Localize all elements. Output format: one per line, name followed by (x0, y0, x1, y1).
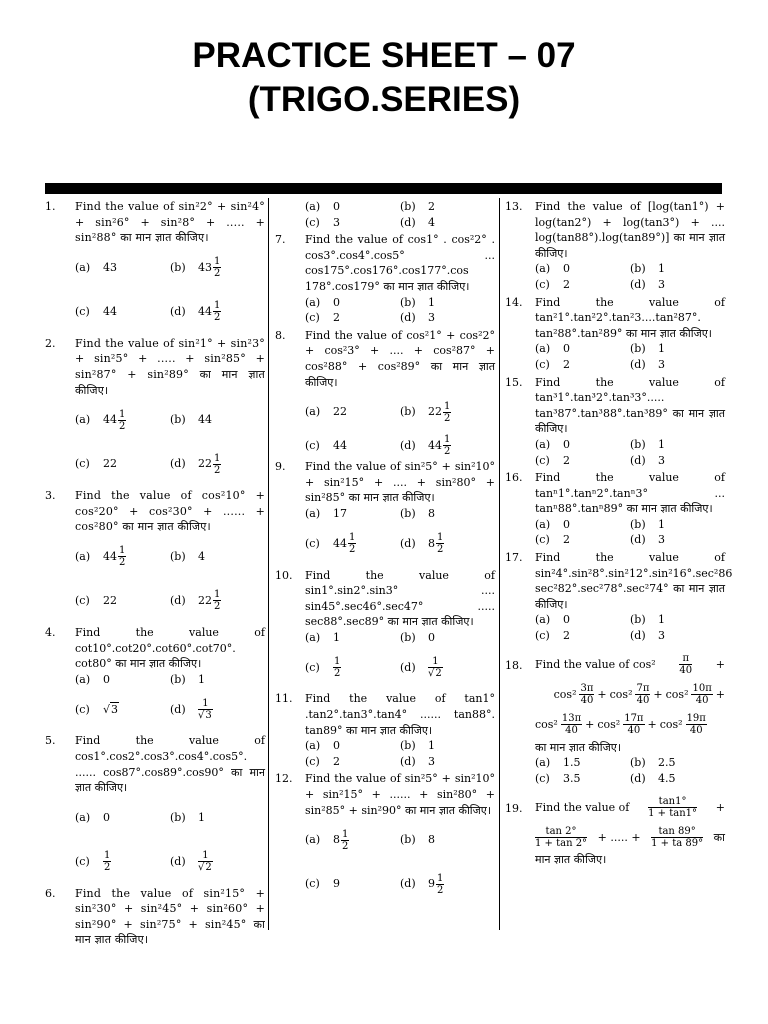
options (75, 535, 265, 623)
question-text: Find the value of tan³1°.tan³2°.tan³3°..... tan³87°.tan³88°.tan³89° का मान ज्ञात कीजिए। (535, 375, 725, 436)
options (535, 755, 725, 786)
question-text-tail: मान ज्ञात कीजिए। (535, 853, 607, 867)
option-c: (c) 2 (535, 277, 570, 291)
options (75, 672, 265, 732)
options (535, 517, 725, 548)
option-c: (c) 3.5 (535, 771, 581, 785)
option-c: (c) 44 (305, 438, 347, 452)
options (305, 506, 495, 566)
question-2 (45, 336, 265, 486)
question-text: Find the value of cos1° . cos²2° . cos3°.cos4°.cos5° ... cos175°.cos176°.cos177°.cos 178°.cos179° का मान ज्ञात कीजिए। (305, 233, 495, 293)
question-text: Find the value of cot10°.cot20°.cot60°.cot70°. cot80° का मान ज्ञात कीजिए। (75, 625, 265, 671)
question-number: 7. (275, 233, 286, 247)
options (305, 390, 495, 457)
option-c: (c) 2 (535, 629, 570, 643)
question-number: 3. (45, 489, 56, 503)
option-d: (d) 3 (630, 453, 665, 467)
column-divider-1 (268, 198, 269, 930)
option-d: (d) 3 (400, 754, 435, 768)
option-b: (b) 4 (170, 550, 205, 564)
question-text: Find the value of tan1° .tan2°.tan3°.tan4° ...... tan88°. tan89° का मान ज्ञात कीजिए। (305, 692, 495, 737)
option-d: (d) 4.5 (630, 771, 676, 785)
option-b: (b) 2.5 (630, 756, 676, 770)
options (75, 796, 265, 884)
question-number: 9. (275, 460, 286, 474)
options (75, 246, 265, 334)
question-text-line2: $\frac{\tan 2^\circ}{1 + \tan 2^\circ}$ + ..... + $\frac{\tan 89^\circ}{1 + ta 89^\circ}$ का (535, 825, 725, 849)
question-18 (505, 650, 725, 787)
question-number: 13. (505, 200, 523, 213)
question-text-line2: cos² $\frac{3\pi}{40}$ + cos² $\frac{7\pi}{40}$ + cos² $\frac{10\pi}{40}$ + (553, 683, 725, 707)
option-b: (b) 1 (170, 810, 205, 824)
option-c: (c) 3 (305, 215, 340, 229)
question-14 (505, 295, 725, 373)
question-11 (275, 691, 495, 769)
option-b: (b) 43 $\frac{1}{2}$ (170, 256, 221, 280)
question-text: Find the value of sin²2° + sin²4° + sin²6° + sin²8° + ..... + sin²88° का मान ज्ञात कीजिए। (75, 200, 265, 245)
question-number: 15. (505, 375, 523, 389)
column-divider-2 (499, 198, 500, 930)
option-b: (b) 1 (400, 295, 435, 309)
option-b: (b) 22 $\frac{1}{2}$ (400, 400, 451, 424)
question-17 (505, 550, 733, 644)
question-number: 8. (275, 328, 286, 342)
option-d: (d) 4 (400, 215, 435, 229)
option-d: (d) 44 $\frac{1}{2}$ (170, 300, 221, 324)
page-title-line2: (TRIGO.SERIES) (247, 80, 521, 119)
option-b: (b) 44 (170, 413, 212, 427)
question-8 (275, 328, 495, 457)
option-d: (d) 22 $\frac{1}{2}$ (170, 452, 221, 476)
option-b: (b) 1 (630, 613, 665, 627)
option-a: (a) 0 (75, 810, 110, 824)
question-13 (505, 199, 725, 293)
option-a: (a) 0 (535, 613, 570, 627)
option-a: (a) 0 (305, 739, 340, 753)
question-text: Find the value of cos1°.cos2°.cos3°.cos4°.cos5°. ...... cos87°.cos89°.cos90° का मान ज्ञात कीजिए। (75, 734, 265, 795)
option-b: (b) 8 (400, 833, 435, 847)
option-c: (c) $\frac{1}{2}$ (75, 850, 111, 874)
option-b: (b) 1 (170, 672, 205, 686)
options (535, 612, 725, 643)
option-b: (b) 8 (400, 506, 435, 520)
option-c: (c) 44 (75, 304, 117, 318)
question-number: 17. (505, 551, 523, 565)
option-c: (c) 2 (535, 357, 570, 371)
question-text: Find the value of tanⁿ1°.tanⁿ2°.tanⁿ3° ... tanⁿ88°.tanⁿ89° का मान ज्ञात कीजिए। (535, 471, 725, 516)
question-text: Find the value of sin1°.sin2°.sin3° .... sin45°.sec46°.sec47° ..... sec88°.sec89° का मान ज्ञात कीजिए। (305, 568, 495, 629)
question-text: Find the value of cos²10° + cos²20° + cos²30° + ...... + cos²80° का मान ज्ञात कीजिए। (75, 489, 265, 534)
option-d: (d) 22 $\frac{1}{2}$ (170, 589, 221, 613)
question-6-options (275, 199, 495, 230)
question-text: Find the value of tan²1°.tan²2°.tan²3....tan²87°. tan²88°.tan²89° का मान ज्ञात कीजिए। (535, 295, 725, 340)
question-number: 19. (505, 802, 523, 816)
option-b: (b) 1 (630, 262, 665, 276)
question-number: 10. (275, 568, 293, 582)
question-text: Find the value of cos²1° + cos²2° + cos²3° + .... + cos²87° + cos²88° + cos²89° का मान ज्ञात कीजिए। (305, 328, 495, 389)
option-d: (d) 3 (630, 277, 665, 291)
question-12 (275, 771, 495, 906)
column-3 (505, 199, 733, 870)
option-a: (a) 0 (535, 342, 570, 356)
question-1 (45, 199, 265, 334)
column-1 (45, 199, 265, 950)
question-number: 4. (45, 625, 56, 639)
option-d: (d) 44 $\frac{1}{2}$ (400, 434, 451, 458)
option-c: (c) 22 (75, 594, 117, 608)
option-a: (a) 0 (305, 200, 340, 213)
option-a: (a) 1 (305, 630, 340, 644)
question-text: Find the value of sin²5° + sin²10° + sin²15° + ...... + sin²80° + sin²85° + sin²90° का मान ज्ञात कीजिए। (305, 772, 495, 817)
option-b: (b) 0 (400, 630, 435, 644)
question-number: 2. (45, 336, 56, 350)
question-text: Find the value of sin²4°.sin²8°.sin²12°.sin²16°.sec²86 sec²82°.sec²78°.sec²74° का मान ज्ञात कीजिए। (535, 551, 733, 611)
question-text-line1: Find the value of $\frac{\tan 1^\circ}{1 + \tan 1^\circ}$ + (535, 795, 725, 819)
question-3 (45, 488, 265, 623)
option-d: (d) $\frac{1}{√2}$ (170, 850, 212, 874)
option-b: (b) 1 (630, 342, 665, 356)
question-number: 5. (45, 734, 56, 748)
question-number: 1. (45, 200, 56, 213)
option-c: (c) $\frac{1}{2}$ (305, 655, 341, 679)
option-d: (d) 3 (630, 357, 665, 371)
question-10 (275, 568, 495, 690)
options (535, 437, 725, 468)
question-number: 14. (505, 295, 523, 309)
option-a: (a) 1.5 (535, 756, 581, 770)
question-number: 11. (275, 692, 293, 706)
question-text-line3: cos² $\frac{13\pi}{40}$ + cos² $\frac{17\pi}{40}$ + cos² $\frac{19\pi}{40}$ (535, 713, 706, 737)
option-d: (d) 9 $\frac{1}{2}$ (400, 872, 444, 896)
option-c: (c) 2 (305, 311, 340, 325)
question-7 (275, 232, 495, 326)
option-b: (b) 1 (630, 517, 665, 531)
question-number: 16. (505, 471, 523, 485)
option-a: (a) 0 (535, 437, 570, 451)
options (305, 738, 495, 769)
option-c: (c) 44 $\frac{1}{2}$ (305, 532, 356, 555)
header-divider (45, 183, 722, 194)
question-number: 12. (275, 772, 293, 786)
option-a: (a) 0 (75, 672, 110, 686)
question-text-line1: Find the value of cos² $\frac{\pi}{40}$ + (535, 653, 725, 677)
option-c: (c) 2 (305, 754, 340, 768)
question-9 (275, 459, 495, 565)
option-b: (b) 1 (630, 437, 665, 451)
option-d: (d) 3 (630, 533, 665, 547)
option-d: (d) 3 (630, 629, 665, 643)
option-a: (a) 8 $\frac{1}{2}$ (305, 828, 349, 852)
question-text-tail: का मान ज्ञात कीजिए। (535, 740, 622, 754)
term-1: $\frac{\pi}{40}$ (679, 653, 693, 677)
question-text: Find the value of [log(tan1°) + log(tan2°) + log(tan3°) + .... log(tan88°).log(tan89°)] का मान ज्ञात कीजिए। (535, 200, 725, 260)
option-a: (a) 0 (305, 295, 340, 309)
question-19 (505, 792, 725, 868)
option-b: (b) 2 (400, 200, 435, 213)
option-c: (c) 2 (535, 533, 570, 547)
question-16 (505, 470, 725, 548)
question-number: 6. (45, 886, 56, 900)
question-number: 18. (505, 658, 523, 672)
options (75, 398, 265, 486)
option-a: (a) 44 $\frac{1}{2}$ (75, 545, 126, 569)
column-2 (275, 199, 495, 908)
options (305, 630, 495, 690)
question-15 (505, 375, 725, 469)
option-d: (d) $\frac{1}{√2}$ (400, 655, 442, 679)
options (305, 818, 495, 906)
options (535, 341, 725, 372)
options (305, 199, 495, 230)
question-text: Find the value of sin²15° + sin²30° + sin²45° + sin²60° + sin²90° + sin²75° + sin²45° का मान ज्ञात कीजिए। (75, 886, 265, 947)
option-a: (a) 44 $\frac{1}{2}$ (75, 408, 126, 432)
option-c: (c) 9 (305, 877, 340, 891)
question-text: Find the value of sin²5° + sin²10° + sin²15° + .... + sin²80° + sin²85° का मान ज्ञात कीजिए। (305, 460, 495, 505)
option-a: (a) 0 (535, 262, 570, 276)
question-6 (45, 886, 265, 948)
option-d: (d) 8 $\frac{1}{2}$ (400, 532, 444, 555)
question-5 (45, 733, 265, 883)
option-b: (b) 1 (400, 739, 435, 753)
options (535, 261, 725, 292)
option-c: (c) 2 (535, 453, 570, 467)
option-a: (a) 17 (305, 506, 347, 520)
option-a: (a) 43 (75, 260, 117, 274)
page-title-line1: PRACTICE SHEET – 07 (192, 36, 576, 75)
question-text: Find the value of sin²1° + sin²3° + sin²5° + ..... + sin²85° + sin²87° + sin²89° का मान ज्ञात कीजिए। (75, 336, 265, 397)
option-d: (d) 3 (400, 311, 435, 325)
option-c: (c) 22 (75, 457, 117, 471)
option-c: (c) √3 (75, 702, 119, 716)
option-d: (d) $\frac{1}{√3}$ (170, 697, 212, 721)
question-4 (45, 625, 265, 731)
options (305, 295, 495, 326)
option-a: (a) 22 (305, 405, 347, 419)
option-a: (a) 0 (535, 517, 570, 531)
